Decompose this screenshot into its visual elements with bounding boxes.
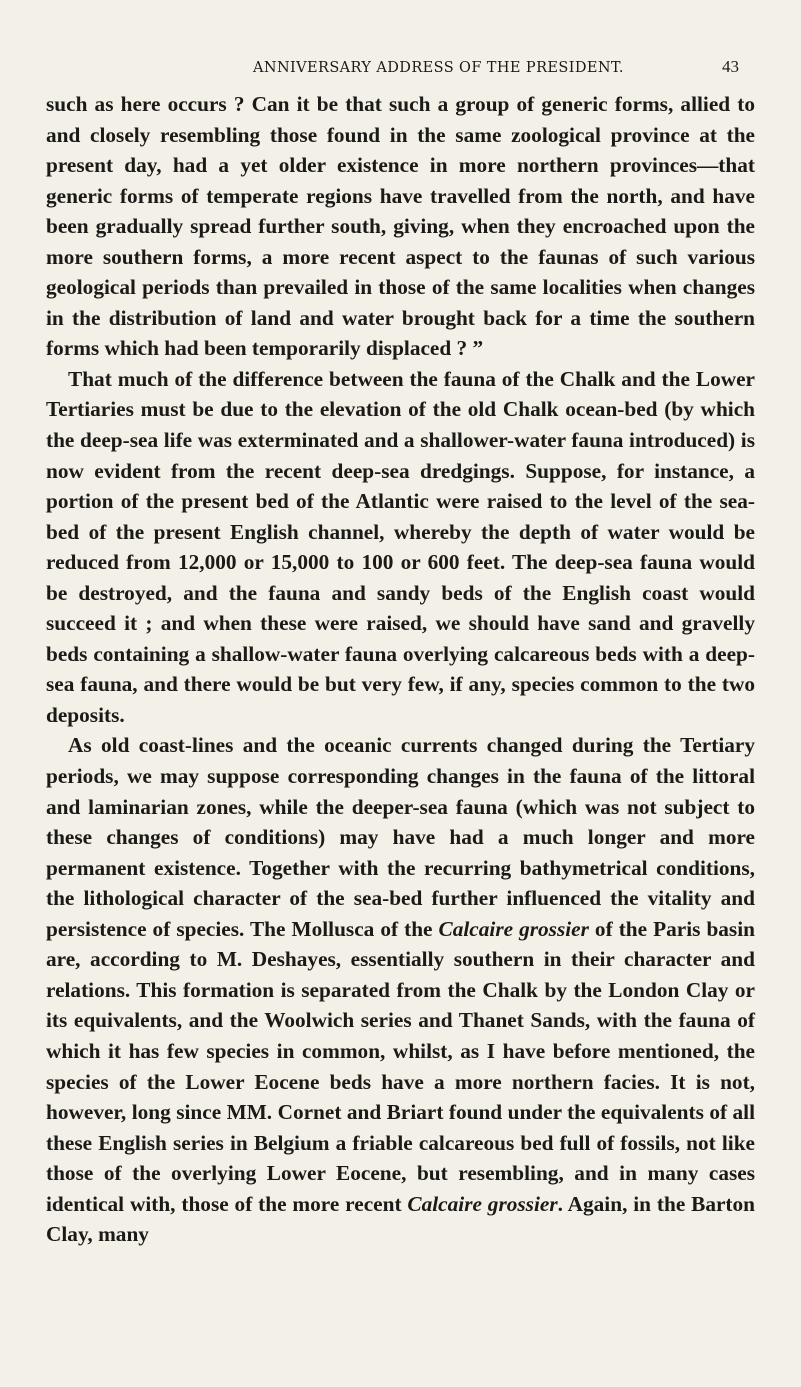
text-segment: That much of the difference between the fauna of the Chalk and the Lower Tertiaries must be due to the elevation of the old Chalk ocean-bed (by which the deep-sea life was exterminated and a shallower-water fauna introduced) is now evident from the recent deep-sea dredgings. Suppose, for instance, a portion of the present bed of the Atlantic were raised to the level of the sea-bed of the present English channel, whereby the depth of water would be reduced from 12,000 or 15,000 to 100 or 600 feet. The deep-sea fauna would be destroyed, and the fauna and sandy beds of the English coast would succeed it ; and when these were raised, we should have sand and gravelly beds containing a shallow-water fauna overlying calcareous beds with a deep-sea fauna, and there would be but very few, if any, species common to the two deposits. bbox=[46, 366, 755, 727]
italic-term: Calcaire grossier bbox=[407, 1191, 558, 1216]
paragraph-3 bbox=[46, 730, 755, 1249]
paragraph-2 bbox=[46, 364, 755, 731]
running-head: ANNIVERSARY ADDRESS OF THE PRESIDENT. bbox=[253, 60, 624, 76]
text-segment: . Again, in the Barton Clay, many bbox=[46, 1191, 756, 1247]
page-number: 43 bbox=[722, 57, 739, 76]
italic-term: Calcaire grossier bbox=[438, 916, 589, 941]
text-segment: As old coast-lines and the oceanic currents changed during the Tertiary periods, we may suppose corresponding changes in the fauna of the littoral and laminarian zones, while the deeper-sea fauna (which was not subject to these changes of conditions) may have had a much longer and more permanent existence. Together with the recurring bathymetrical conditions, the lithological character of the sea-bed further influenced the vitality and persistence of species. The Mollusca of the bbox=[46, 733, 755, 941]
text-segment: such as here occurs ? Can it be that such a group of generic forms, allied to and closely resembling those found in the same zoological province at the present day, had a yet older existence in more northern provinces—that generic forms of temperate regions have travelled from the north, and have been gradually spread further south, giving, when they encroached upon the more southern forms, a more recent aspect to the faunas of such various geological periods than prevailed in those of the same localities when changes in the distribution of land and water brought back for a time the southern forms which had been temporarily displaced ? ” bbox=[46, 92, 755, 361]
body-text bbox=[46, 89, 755, 1250]
paragraph-1 bbox=[46, 89, 755, 364]
text-segment: of the Paris basin are, according to M. Deshayes, essentially southern in their character and relations. This formation is separated from the Chalk by the London Clay or its equivalents, and the Woolwich series and Thanet Sands, with the fauna of which it has few species in common, whilst, as I have before mentioned, the species of the Lower Eocene beds have a more northern facies. It is not, however, long since MM. Cornet and Briart found under the equivalents of all these English series in Belgium a friable calcareous bed full of fossils, not like those of the overlying Lower Eocene, but resembling, and in many cases identical with, those of the more recent bbox=[46, 916, 755, 1216]
